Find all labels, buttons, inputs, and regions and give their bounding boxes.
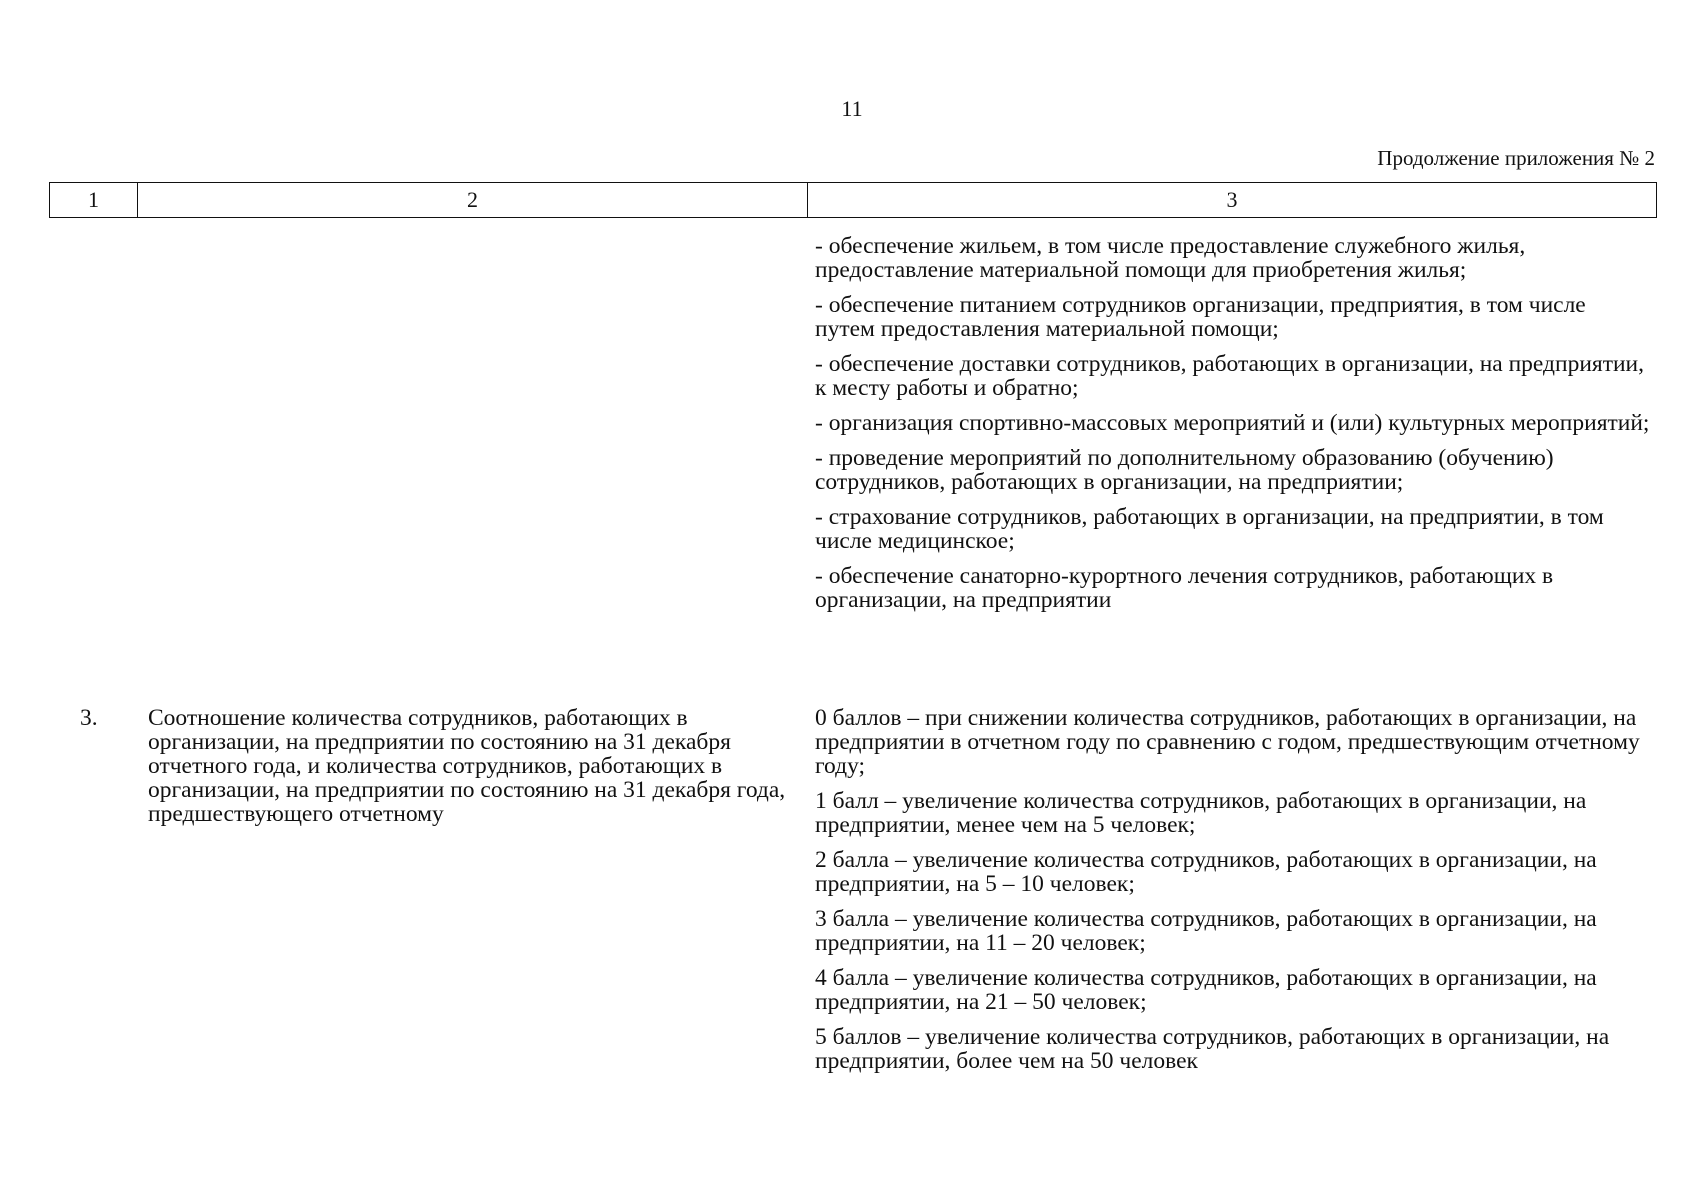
list-item: - обеспечение питанием сотрудников организации, предприятия, в том числе путем предоставления материальной помощи; — [815, 292, 1586, 342]
list-item: - обеспечение доставки сотрудников, работающих в организации, на предприятии, к месту работы и обратно; — [815, 351, 1645, 401]
table-header-row — [49, 182, 1657, 218]
row-3-number: 3. — [80, 705, 98, 731]
table-header-col-3: 3 — [1226, 187, 1238, 212]
continuation-label: Продолжение приложения № 2 — [1377, 146, 1655, 170]
list-item: - обеспечение санаторно-курортного лечения сотрудников, работающих в организации, на предприятии — [815, 563, 1554, 613]
continued-items-list — [815, 234, 1651, 623]
list-item: - проведение мероприятий по дополнительному образованию (обучению) сотрудников, работающих в организации, на предприятии; — [815, 445, 1554, 495]
score-item: 0 баллов – при снижении количества сотрудников, работающих в организации, на предприятии в отчетном году по сравнению с годом, предшествующим отчетному году; — [815, 705, 1640, 779]
page-number: 11 — [841, 96, 863, 121]
score-item: 2 балла – увеличение количества сотрудников, работающих в организации, на предприятии, на 5 – 10 человек; — [815, 847, 1597, 897]
row-3-criterion: Соотношение количества сотрудников, работающих в организации, на предприятии по состоянию на 31 декабря отчетного года, и количества сотрудников, работающих в организации, на предприятии по состоянию на 31 декабря года, предшествующего отчетному — [148, 705, 786, 827]
table-header-col-1: 1 — [50, 183, 138, 217]
score-item: 1 балл – увеличение количества сотрудников, работающих в организации, на предприятии, менее чем на 5 человек; — [815, 788, 1587, 838]
table-header-col-2: 2 — [138, 183, 808, 217]
score-item: 5 баллов – увеличение количества сотрудников, работающих в организации, на предприятии, более чем на 50 человек — [815, 1024, 1610, 1074]
list-item: - страхование сотрудников, работающих в организации, на предприятии, в том числе медицинское; — [815, 504, 1604, 554]
score-item: 3 балла – увеличение количества сотрудников, работающих в организации, на предприятии, на 11 – 20 человек; — [815, 906, 1597, 956]
list-item: - обеспечение жильем, в том числе предоставление служебного жилья, предоставление материальной помощи для приобретения жилья; — [815, 233, 1526, 283]
score-item: 4 балла – увеличение количества сотрудников, работающих в организации, на предприятии, на 21 – 50 человек; — [815, 965, 1597, 1015]
row-3-scores — [815, 706, 1651, 1084]
list-item: - организация спортивно-массовых мероприятий и (или) культурных мероприятий; — [815, 410, 1650, 436]
